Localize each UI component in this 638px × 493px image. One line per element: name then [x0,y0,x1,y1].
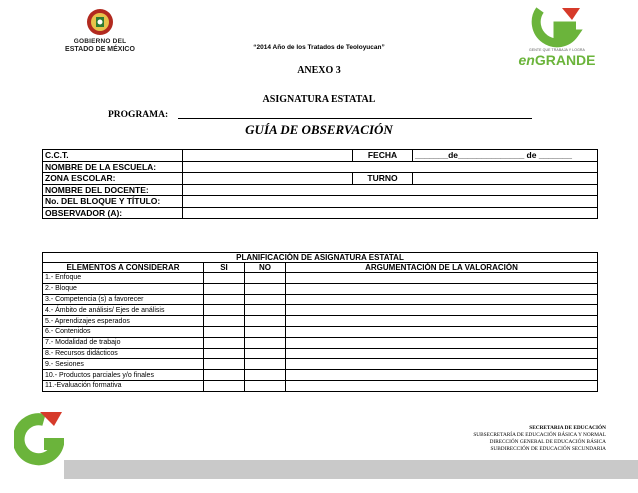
argumentacion-cell[interactable] [286,283,598,294]
row-escuela [43,161,598,173]
logo-left-line2: ESTADO DE MÉXICO [65,46,135,53]
no-cell[interactable] [245,359,286,370]
cct-label: C.C.T. [43,150,183,162]
si-cell[interactable] [204,370,245,381]
argumentacion-cell[interactable] [286,294,598,305]
si-cell[interactable] [204,273,245,284]
escuela-label: NOMBRE DE LA ESCUELA: [43,161,183,173]
argumentacion-cell[interactable] [286,273,598,284]
row-docente [43,184,598,196]
table-row [43,326,598,337]
row-cct [43,150,598,162]
row-zona [43,173,598,185]
footer-bar [64,460,638,480]
table-row [43,359,598,370]
no-cell[interactable] [245,326,286,337]
element-label: 11.-Evaluación formativa [43,380,204,391]
table-row [43,273,598,284]
plan-banner-row [43,253,598,263]
no-cell[interactable] [245,294,286,305]
info-table [42,149,598,219]
brand-suffix: GRANDE [534,52,596,68]
col-si: SI [204,263,245,273]
element-label: 3.- Competencia (s) a favorecer [43,294,204,305]
si-cell[interactable] [204,305,245,316]
si-cell[interactable] [204,283,245,294]
turno-field[interactable] [413,173,598,185]
guia-title: GUÍA DE OBSERVACIÓN [245,122,393,137]
no-cell[interactable] [245,348,286,359]
table-row [43,348,598,359]
argumentacion-cell[interactable] [286,316,598,327]
si-cell[interactable] [204,326,245,337]
si-cell[interactable] [204,348,245,359]
si-cell[interactable] [204,294,245,305]
si-cell[interactable] [204,337,245,348]
si-cell[interactable] [204,316,245,327]
fecha-label: FECHA [353,150,413,162]
plan-table [42,252,598,392]
element-label: 7.- Modalidad de trabajo [43,337,204,348]
element-label: 2.- Bloque [43,283,204,294]
argumentacion-cell[interactable] [286,359,598,370]
logo-left-line1: GOBIERNO DEL [73,38,127,45]
g-logo-icon [512,4,602,48]
no-cell[interactable] [245,337,286,348]
asignatura-title: ASIGNATURA ESTATAL [262,94,376,105]
element-label: 6.- Contenidos [43,326,204,337]
docente-label: NOMBRE DEL DOCENTE: [43,184,183,196]
element-label: 8.- Recursos didácticos [43,348,204,359]
col-argumentacion: ARGUMENTACIÓN DE LA VALORACIÓN [286,263,598,273]
turno-label: TURNO [353,173,413,185]
bloque-label: No. DEL BLOQUE Y TÍTULO: [43,196,183,208]
col-no: NO [245,263,286,273]
bloque-field[interactable] [183,196,598,208]
footer-line4: SUBDIRECCIÓN DE EDUCACIÓN SECUNDARIA [490,446,606,452]
table-row [43,337,598,348]
plan-header-row [43,263,598,273]
argumentacion-cell[interactable] [286,326,598,337]
argumentacion-cell[interactable] [286,337,598,348]
escuela-field[interactable] [183,161,598,173]
no-cell[interactable] [245,370,286,381]
si-cell[interactable] [204,380,245,391]
row-observador [43,207,598,219]
footer-g-icon [14,410,64,466]
table-row [43,283,598,294]
row-bloque [43,196,598,208]
plan-banner: PLANIFICACIÓN DE ASIGNATURA ESTATAL [43,253,598,263]
zona-label: ZONA ESCOLAR: [43,173,183,185]
cct-field[interactable] [183,150,353,162]
state-seal-icon [86,8,114,36]
footer-line3: DIRECCIÓN GENERAL DE EDUCACIÓN BÁSICA [489,439,606,445]
footer-g-logo [14,410,64,466]
brand-prefix: en [518,52,535,68]
argumentacion-cell[interactable] [286,348,598,359]
no-cell[interactable] [245,305,286,316]
no-cell[interactable] [245,283,286,294]
argumentacion-cell[interactable] [286,370,598,381]
element-label: 9.- Sesiones [43,359,204,370]
table-row [43,370,598,381]
motto: “2014 Año de los Tratados de Teoloyucan” [253,44,385,51]
observador-label: OBSERVADOR (A): [43,207,183,219]
anexo-title: ANEXO 3 [297,65,341,76]
argumentacion-cell[interactable] [286,305,598,316]
zona-field[interactable] [183,173,353,185]
si-cell[interactable] [204,359,245,370]
table-row [43,380,598,391]
footer-line2: SUBSECRETARÍA DE EDUCACIÓN BÁSICA Y NORMAL [473,432,606,438]
no-cell[interactable] [245,316,286,327]
table-row [43,316,598,327]
argumentacion-cell[interactable] [286,380,598,391]
footer-bar-edge [64,479,638,493]
element-label: 1.- Enfoque [43,273,204,284]
gobierno-estado-mexico-logo [60,8,140,64]
element-label: 4.- Ámbito de análisis/ Ejes de análisis [43,305,204,316]
programa-line[interactable] [178,118,532,119]
element-label: 10.- Productos parciales y/o finales [43,370,204,381]
logo-right-tagline: GENTE QUE TRABAJA Y LOGRA [529,48,585,52]
table-row [43,294,598,305]
docente-field[interactable] [183,184,598,196]
no-cell[interactable] [245,273,286,284]
fecha-field[interactable]: _______de______________ de _______ [413,150,598,162]
table-row [43,305,598,316]
engrande-logo [512,4,602,70]
plan-body [43,273,598,392]
col-elementos: ELEMENTOS A CONSIDERAR [43,263,204,273]
no-cell[interactable] [245,380,286,391]
footer-line1-text: SECRETARIA DE EDUCACIÓN [529,425,606,431]
observador-field[interactable] [183,207,598,219]
element-label: 5.- Aprendizajes esperados [43,316,204,327]
programa-label: PROGRAMA: [108,110,169,120]
